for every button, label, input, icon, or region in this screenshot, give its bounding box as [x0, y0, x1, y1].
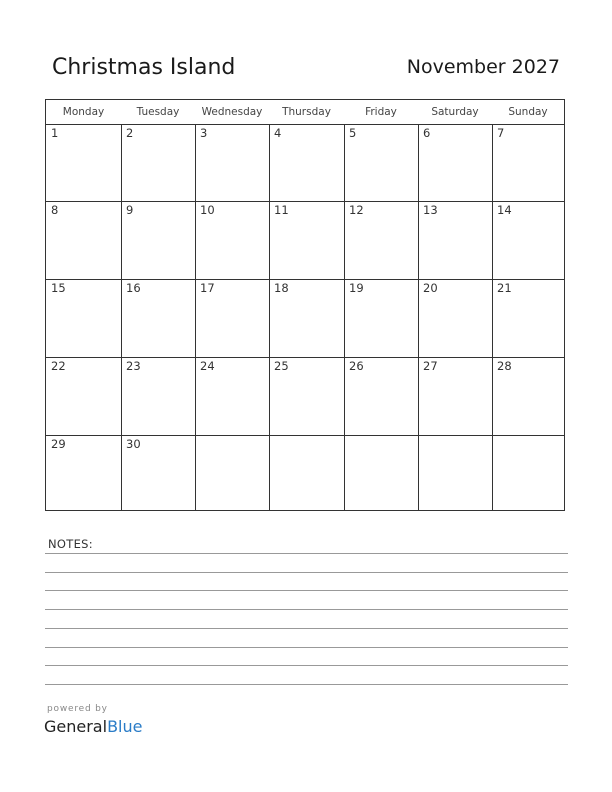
notes-line — [45, 590, 568, 591]
day-cell: 27 — [423, 359, 438, 373]
month-year-title: November 2027 — [406, 56, 560, 78]
day-cell: 11 — [274, 203, 289, 217]
day-cell: 21 — [497, 281, 512, 295]
day-cell: 6 — [423, 126, 431, 140]
day-cell: 18 — [274, 281, 289, 295]
day-cell: 10 — [200, 203, 215, 217]
notes-line — [45, 609, 568, 610]
notes-line — [45, 684, 568, 685]
day-cell: 23 — [126, 359, 141, 373]
grid-column-divider — [418, 124, 419, 510]
day-cell: 9 — [126, 203, 134, 217]
notes-line — [45, 647, 568, 648]
weekday-header-monday: Monday — [62, 106, 105, 118]
day-cell: 17 — [200, 281, 215, 295]
powered-by-text: powered by — [47, 704, 108, 714]
page-title: Christmas Island — [52, 55, 236, 80]
grid-row-divider — [46, 201, 564, 202]
weekday-header-row — [46, 100, 564, 125]
day-cell: 28 — [497, 359, 512, 373]
grid-column-divider — [121, 124, 122, 510]
weekday-header-friday: Friday — [365, 106, 397, 118]
grid-column-divider — [492, 124, 493, 510]
weekday-header-thursday: Thursday — [282, 106, 331, 118]
day-cell: 3 — [200, 126, 208, 140]
day-cell: 12 — [349, 203, 364, 217]
day-cell: 14 — [497, 203, 512, 217]
weekday-header-wednesday: Wednesday — [201, 106, 263, 118]
day-cell: 30 — [126, 437, 141, 451]
day-cell: 29 — [51, 437, 66, 451]
day-cell: 7 — [497, 126, 505, 140]
brand-blue: Blue — [107, 717, 143, 736]
grid-row-divider — [46, 357, 564, 358]
notes-label: NOTES: — [48, 537, 93, 551]
day-cell: 19 — [349, 281, 364, 295]
generalblue-logo — [44, 717, 142, 736]
day-cell: 2 — [126, 126, 134, 140]
grid-column-divider — [344, 124, 345, 510]
day-cell: 20 — [423, 281, 438, 295]
grid-row-divider — [46, 279, 564, 280]
weekday-header-sunday: Sunday — [508, 106, 548, 118]
weekday-header-saturday: Saturday — [431, 106, 479, 118]
day-cell: 24 — [200, 359, 215, 373]
day-cell: 5 — [349, 126, 357, 140]
grid-column-divider — [269, 124, 270, 510]
calendar-grid — [45, 99, 565, 511]
grid-row-divider — [46, 435, 564, 436]
day-cell: 4 — [274, 126, 282, 140]
notes-line — [45, 553, 568, 554]
day-cell: 8 — [51, 203, 59, 217]
day-cell: 15 — [51, 281, 66, 295]
day-cell: 22 — [51, 359, 66, 373]
notes-line — [45, 572, 568, 573]
day-cell: 25 — [274, 359, 289, 373]
notes-line — [45, 665, 568, 666]
day-cell: 1 — [51, 126, 59, 140]
weekday-header-tuesday: Tuesday — [136, 106, 180, 118]
day-cell: 26 — [349, 359, 364, 373]
day-cell: 16 — [126, 281, 141, 295]
notes-line — [45, 628, 568, 629]
grid-column-divider — [195, 124, 196, 510]
brand-general: General — [44, 717, 108, 736]
day-cell: 13 — [423, 203, 438, 217]
